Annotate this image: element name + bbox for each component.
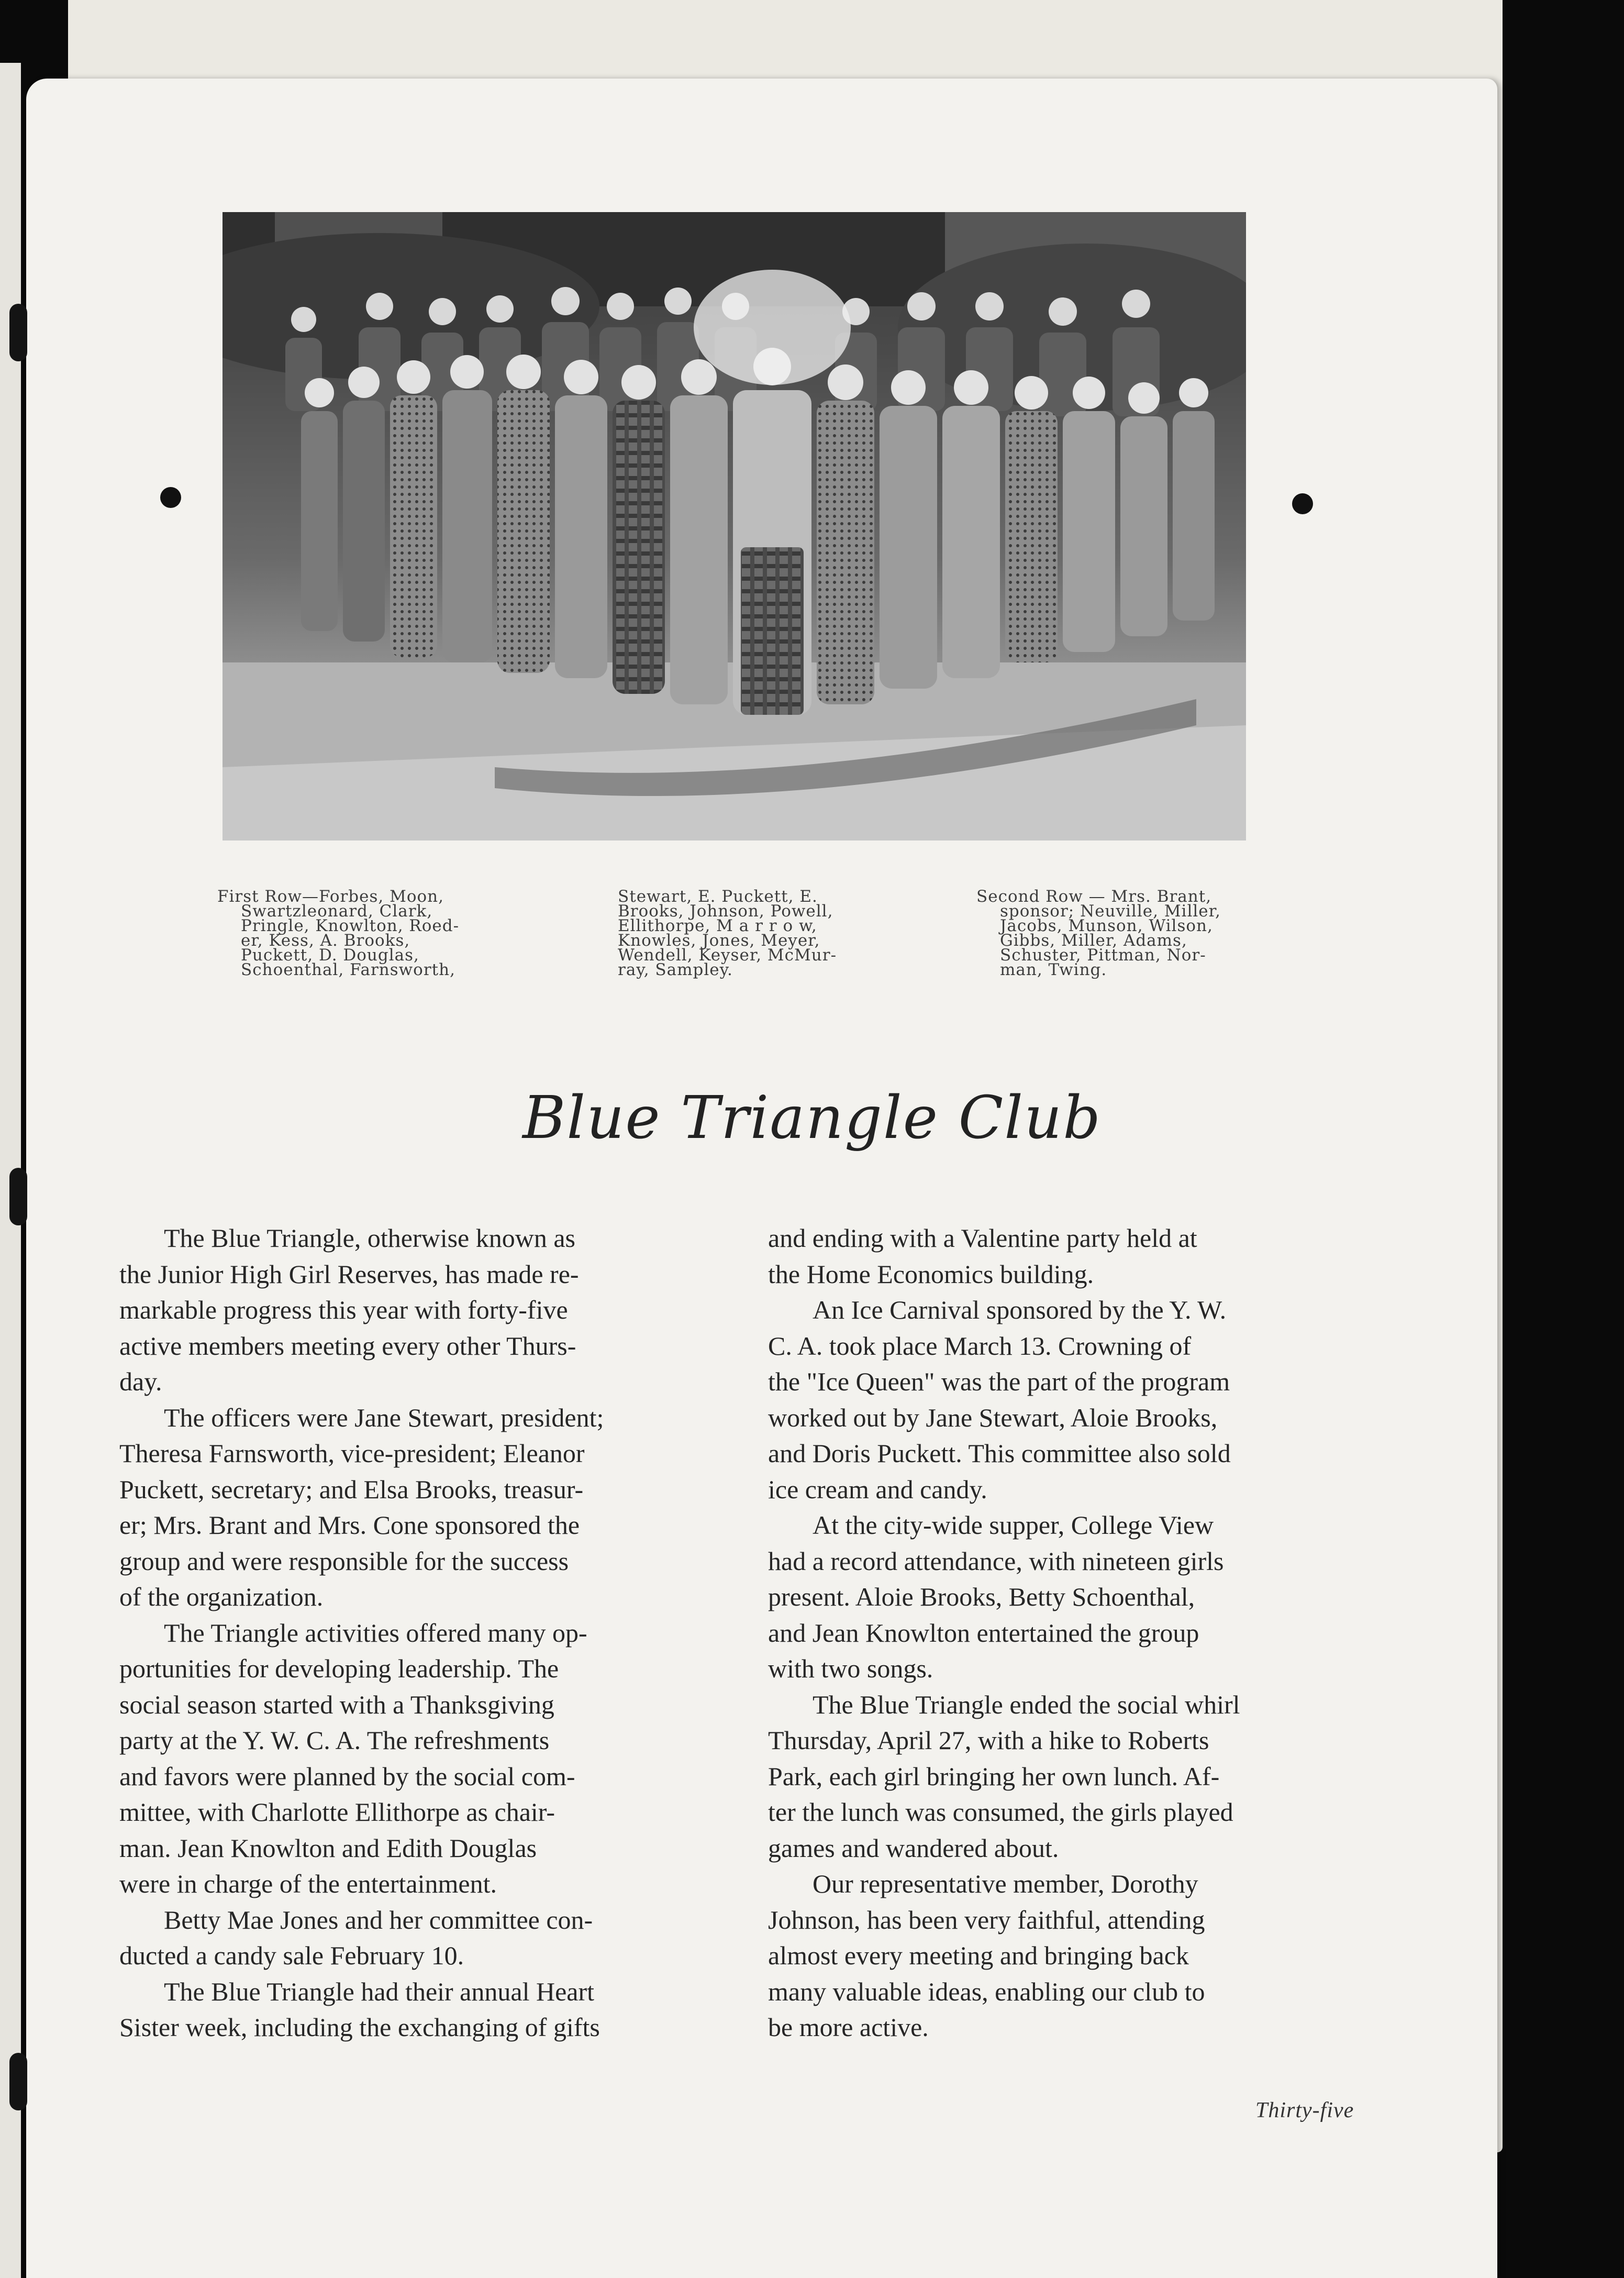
text-line: Our representative member, Dorothy [813,1869,1198,1898]
text-line: Sister week, including the exchanging of gifts [119,2012,600,2042]
text-line: and Jean Knowlton entertained the group [768,1618,1199,1647]
text-line: and ending with a Valentine party held at [768,1223,1197,1253]
binding-notch [9,2053,27,2110]
text-line: active members meeting every other Thurs- [119,1331,576,1361]
punch-hole [1292,493,1313,514]
caption-second-row [976,889,1254,977]
group-photo [223,212,1246,841]
text-line: worked out by Jane Stewart, Aloie Brooks, [768,1402,1218,1432]
caption-line: Second Row — Mrs. Brant, [976,887,1212,906]
caption-line: Wendell, Keyser, McMur- [618,946,837,965]
text-line: Park, each girl bringing her own lunch. Af- [768,1761,1220,1791]
caption-line: Ellithorpe, M a r r o w, [618,916,817,935]
text-line: with two songs. [768,1654,933,1683]
text-line: group and were responsible for the success [119,1546,569,1576]
text-line: present. Aloie Brooks, Betty Schoenthal, [768,1582,1195,1611]
text-line: mittee, with Charlotte Ellithorpe as chair- [119,1797,555,1827]
text-line: man. Jean Knowlton and Edith Douglas [119,1833,537,1863]
text-line: almost every meeting and bringing back [768,1941,1189,1970]
text-line: Puckett, secretary; and Elsa Brooks, treasur- [119,1474,584,1504]
caption-line: Swartzleonard, Clark, [241,902,433,921]
caption-line: man, Twing. [1000,960,1107,979]
text-line: The Blue Triangle, otherwise known as [164,1223,576,1253]
text-line: the "Ice Queen" was the part of the program [768,1367,1230,1396]
text-line: games and wandered about. [768,1833,1059,1863]
text-line: ter the lunch was consumed, the girls played [768,1797,1233,1827]
text-line: be more active. [768,2012,929,2042]
group-photo-illustration [223,212,1246,841]
text-line: The Blue Triangle ended the social whirl [813,1689,1240,1719]
caption-line: Schuster, Pittman, Nor- [1000,946,1206,965]
caption-first-row [217,889,490,977]
text-line: er; Mrs. Brant and Mrs. Cone sponsored the [119,1510,580,1540]
text-line: Betty Mae Jones and her committee con- [164,1905,593,1934]
text-line: ducted a candy sale February 10. [119,1941,464,1970]
page-number: Thirty-five [1255,2098,1354,2122]
text-line: party at the Y. W. C. A. The refreshments [119,1726,550,1755]
caption-line: er, Kess, A. Brooks, [241,931,410,950]
caption-line: Schoenthal, Farnsworth, [241,960,455,979]
caption-line: First Row—Forbes, Moon, [217,887,444,906]
text-line: The Triangle activities offered many op- [164,1618,587,1647]
caption-line: Pringle, Knowlton, Roed- [241,916,460,935]
article-column-left [119,1220,703,2045]
caption-line: Stewart, E. Puckett, E. [618,887,818,906]
punch-hole [160,487,181,508]
text-line: Johnson, has been very faithful, attending [768,1905,1205,1934]
text-line: Theresa Farnsworth, vice-president; Eleanor [119,1439,585,1468]
text-line: many valuable ideas, enabling our club to [768,1976,1205,2006]
binding-notch [9,304,27,361]
text-line: and favors were planned by the social com- [119,1761,575,1791]
text-line: social season started with a Thanksgiving [119,1689,554,1719]
text-line: At the city-wide supper, College View [813,1510,1214,1540]
text-line: the Junior High Girl Reserves, has made re- [119,1259,579,1289]
caption-first-row-continued [618,889,874,977]
text-line: the Home Economics building. [768,1259,1094,1289]
caption-line: Puckett, D. Douglas, [241,946,419,965]
text-line: C. A. took place March 13. Crowning of [768,1331,1192,1361]
caption-line: Knowles, Jones, Meyer, [618,931,820,950]
caption-line: ray, Sampley. [618,960,733,979]
text-line: markable progress this year with forty-five [119,1295,568,1324]
text-line: An Ice Carnival sponsored by the Y. W. [813,1295,1227,1324]
caption-line: Gibbs, Miller, Adams, [1000,931,1187,950]
caption-line: Jacobs, Munson, Wilson, [1000,916,1213,935]
caption-line: Brooks, Johnson, Powell, [618,902,833,921]
text-line: of the organization. [119,1582,324,1611]
text-line: The Blue Triangle had their annual Heart [164,1976,594,2006]
page-title: Blue Triangle Club [522,1084,1102,1152]
text-line: portunities for developing leadership. The [119,1654,559,1683]
article-column-right [768,1220,1357,2045]
text-line: ice cream and candy. [768,1474,987,1504]
text-line: day. [119,1367,162,1396]
text-line: and Doris Puckett. This committee also sold [768,1439,1231,1468]
text-line: The officers were Jane Stewart, president; [164,1402,604,1432]
text-line: Thursday, April 27, with a hike to Roberts [768,1726,1209,1755]
text-line: were in charge of the entertainment. [119,1869,497,1898]
binding-notch [9,1168,27,1225]
text-line: had a record attendance, with nineteen girls [768,1546,1224,1576]
caption-line: sponsor; Neuville, Miller, [1000,902,1221,921]
